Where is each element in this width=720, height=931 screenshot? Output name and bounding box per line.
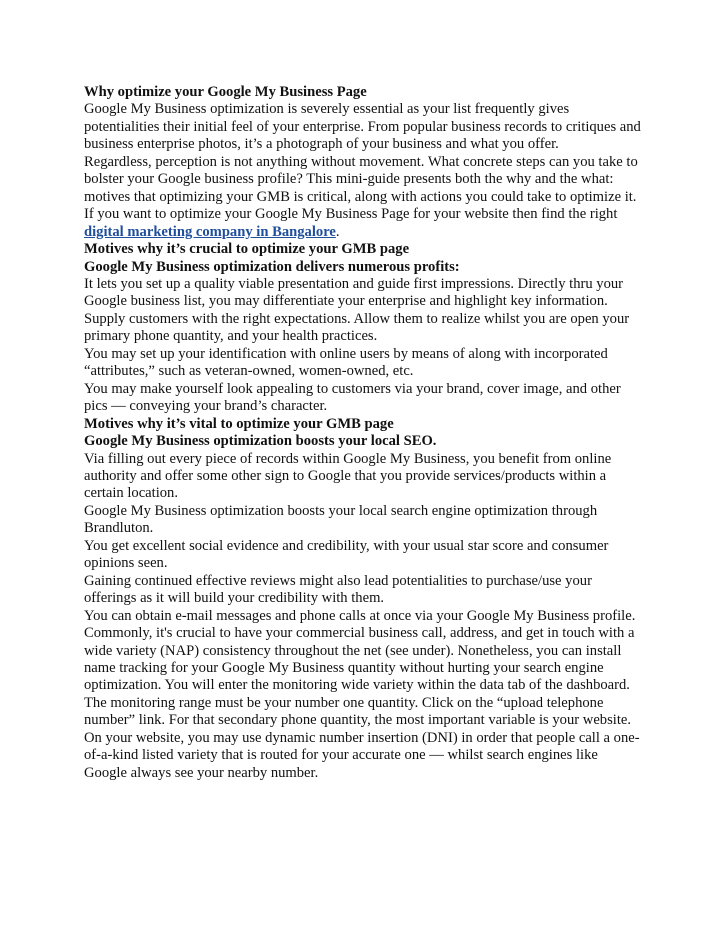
- heading-delivers-profits: Google My Business optimization delivers numerous profits:: [84, 258, 460, 275]
- heading-local-seo: Google My Business optimization boosts your local SEO.: [84, 433, 437, 450]
- heading-motives-crucial: Motives why it’s crucial to optimize your GMB page: [84, 241, 410, 258]
- paragraph-identification: You may set up your identification with online users by means of along with incorporated “attributes,” such as veteran-owned, women-owned, etc.: [84, 345, 608, 380]
- paragraph-email-calls: You can obtain e-mail messages and phone calls at once via your Google My Business profile.: [84, 607, 636, 624]
- paragraph-records: Via filling out every piece of records within Google My Business, you benefit from online authority and offer some other sign to Google that you provide services/products within a certain location.: [84, 450, 612, 502]
- paragraph-presentation: It lets you set up a quality viable presentation and guide first impressions. Directly thru your Google business list, you may differentiate your enterprise and highlight key information. Supply customers with the right expectations. Allow them to realize whilst you are open your primary phone quantity, and your health practices.: [84, 275, 630, 345]
- paragraph-social-evidence: You get excellent social evidence and credibility, with your usual star score and consumer opinions seen.: [84, 537, 609, 572]
- paragraph-link-text: If you want to optimize your Google My Business Page for your website then find the right: [84, 206, 618, 223]
- paragraph-link-end: .: [335, 223, 340, 240]
- document-body: [84, 84, 644, 782]
- paragraph-reviews: Gaining continued effective reviews might also lead potentialities to purchase/use your offerings as it will build your credibility with them.: [84, 572, 592, 607]
- paragraph-link: [84, 206, 644, 241]
- paragraph-intro: Google My Business optimization is severely essential as your list frequently gives potentialities their initial feel of your enterprise. From popular business records to critiques and business enterprise photos, it’s a photograph of your business and what you offer.: [84, 101, 641, 153]
- paragraph-regardless: Regardless, perception is not anything without movement. What concrete steps can you take to bolster your Google business profile? This mini-guide presents both the why and the what: motives that optimizing your GMB is critical, along with actions you could take to optimize it.: [84, 153, 638, 205]
- digital-marketing-link[interactable]: digital marketing company in Bangalore: [84, 223, 336, 240]
- paragraph-appealing: You may make yourself look appealing to customers via your brand, cover image, and other pics — conveying your brand’s character.: [84, 380, 621, 415]
- paragraph-nap: Commonly, it's crucial to have your commercial business call, address, and get in touch with a wide variety (NAP) consistency throughout the net (see under). Nonetheless, you can install name tracking for your Google My Business quantity without hurting your search engine optimization. You will enter the monitoring wide variety within the data tab of the dashboard. The monitoring range must be your number one quantity. Click on the “upload telephone number” link. For that secondary phone quantity, the most important variable is your website. On your website, you may use dynamic number insertion (DNI) in order that people call a one-of-a-kind listed variety that is routed for your accurate one — whilst search engines like Google always see your nearby number.: [84, 625, 640, 781]
- heading-motives-vital: Motives why it’s vital to optimize your GMB page: [84, 415, 394, 432]
- paragraph-brandluton: Google My Business optimization boosts your local search engine optimization through Brandluton.: [84, 502, 598, 537]
- heading-why-optimize: Why optimize your Google My Business Page: [84, 84, 367, 100]
